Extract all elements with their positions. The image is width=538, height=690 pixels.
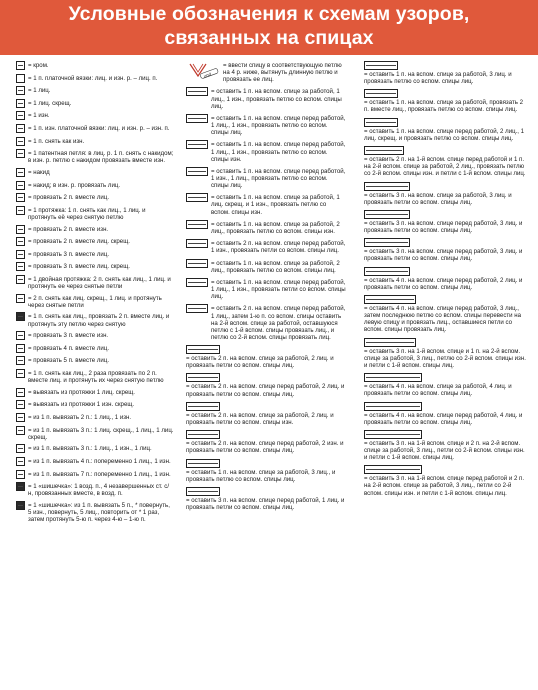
legend-item xyxy=(16,207,174,221)
legend-text: = провязать 2 п. вместе лиц. скрещ. xyxy=(28,238,130,246)
cable-symbol-icon xyxy=(186,373,220,382)
cable-symbol-icon xyxy=(186,167,208,176)
legend-item xyxy=(16,100,174,108)
legend-item xyxy=(16,194,174,202)
legend-text: = оставить 3 п. на вспом. спице перед работой, 1 лиц. и провязать петли со вспом. спицы лиц. xyxy=(186,496,345,512)
legend-text: = из 1 п. вывязать 2 п.: 1 лиц., 1 изн. xyxy=(28,413,132,421)
legend-text: = оставить 2 п. на вспом. спице за работой, 2 лиц. и провязать петли со вспом. спицы лиц. xyxy=(186,355,334,370)
knit-symbol-icon xyxy=(16,181,25,190)
legend-column-2 xyxy=(186,62,346,516)
legend-item xyxy=(364,339,529,369)
legend-item xyxy=(186,431,346,454)
legend-item xyxy=(16,182,174,190)
cable-symbol-icon xyxy=(364,238,410,247)
legend-text: = оставить 1 п. на вспом. спице за работой, провязать 2 п. вместе лиц., провязать петлю со вспом. спицы лиц. xyxy=(364,99,523,114)
legend-text: = оставить 3 п. на вспом. спице за работой, 3 лиц. и провязать петли со вспом. спицы лиц. xyxy=(364,191,512,206)
legend-item xyxy=(16,238,174,246)
legend-text: = оставить 4 п. на вспом. спице перед работой, 3 лиц., затем последнюю петлю со вспом. спицы перевести на левую спицу и провязать лиц., оставшиеся петли со вспом. спицы провязать лиц. xyxy=(364,305,522,334)
legend-text: = оставить 2 п. на вспом. спице перед работой, 2 лиц. и провязать петли со вспом. спицы лиц. xyxy=(186,383,345,398)
legend-item xyxy=(16,401,174,409)
legend-item xyxy=(186,240,346,254)
legend-item xyxy=(16,483,174,497)
legend-text: = кром. xyxy=(28,62,49,69)
legend-item xyxy=(186,194,346,215)
bobble-symbol-icon xyxy=(16,482,25,491)
knit-symbol-icon xyxy=(16,137,25,146)
legend-item xyxy=(16,370,174,384)
knit-symbol-icon xyxy=(16,369,25,378)
knit-symbol-icon xyxy=(16,426,25,435)
legend-item xyxy=(16,295,174,309)
legend-item xyxy=(364,296,529,333)
legend-text: = 1 «шишечка»: 1 возд. п., 4 незавершенных ст. с/н, провязанных вместе, в возд. п. xyxy=(28,483,170,498)
cable-symbol-icon xyxy=(364,210,410,219)
legend-text: = оставить 1 п. на вспом. спице за работой, 3 лиц. и провязать петлю со вспом. спицы лиц. xyxy=(364,71,512,86)
legend-text: = оставить 1 п. на вспом. спице перед работой, 1 лиц., 1 изн., провязать петли со вспом. спицы лиц. xyxy=(211,278,346,301)
legend-text: = провязать 2 п. вместе лиц. xyxy=(28,194,110,202)
cable-symbol-icon xyxy=(186,459,220,468)
legend-item xyxy=(16,427,174,441)
legend-text: = оставить 4 п. на вспом. спице перед работой, 2 лиц. и провязать петли со вспом. спицы лиц. xyxy=(364,276,523,291)
legend-item xyxy=(16,226,174,234)
legend-item xyxy=(364,431,529,461)
legend-item xyxy=(16,75,174,83)
legend-text: = из 1 п. вывязать 7 п.: попеременно 1 лиц., 1 изн. xyxy=(28,470,171,478)
legend-text: = оставить 2 п. на 1-й вспом. спице перед работой и 1 п. на 2-й вспом. спице за работой, 2 лиц., провязать петлю со 2-й вспом. спицы изн. и петли с 1-й вспом. спицы лиц. xyxy=(364,156,526,178)
legend-text: = 1 протяжка: 1 п. снять как лиц., 1 лиц. и протянуть её через снятую петлю xyxy=(28,206,146,221)
legend-text: = 1 патентная петля: в лиц. р. 1 п. снять с накидом; в изн. р. петлю с накидом провязать вместе изн. xyxy=(28,150,174,165)
legend-item xyxy=(364,466,529,496)
cable-symbol-icon xyxy=(186,239,208,248)
legend-text: = оставить 4 п. на вспом. спице за работой, 4 лиц. и провязать петли со вспом. спицы лиц. xyxy=(364,383,512,398)
knit-symbol-icon xyxy=(16,61,25,70)
legend-text: = провязать 3 п. вместе изн. xyxy=(28,332,109,340)
legend-text: = оставить 2 п. на вспом. спице перед работой, 1 лиц., затем 1-ю п. со вспом. спицы оставить на 2-й вспом. спице за работой, оставшуюся петлю с 1-й вспом. спицы провязать лиц., и петлю со 2-й вспом. спицы провязать лиц. xyxy=(211,305,346,341)
legend-text: = 1 п. снять как лиц., провязать 2 п. вместе лиц. и протянуть эту петлю через снятую xyxy=(28,313,170,328)
cable-symbol-icon xyxy=(186,345,220,354)
knit-symbol-icon xyxy=(16,457,25,466)
legend-text: = оставить 4 п. на вспом. спице перед работой, 4 лиц. и провязать петли со вспом. спицы лиц. xyxy=(364,411,523,426)
legend-text: = оставить 1 п. на вспом. спице перед работой, 1 лиц., 1 изн., провязать петлю со вспом. спицы изн. xyxy=(211,141,346,163)
legend-item xyxy=(16,150,174,164)
knit-symbol-icon xyxy=(16,356,25,365)
page-title-line-1: Условные обозначения к схемам узоров, xyxy=(68,3,470,25)
cable-symbol-icon xyxy=(364,146,404,155)
legend-text: = провязать 3 п. вместе лиц. xyxy=(28,250,110,258)
cable-symbol-icon xyxy=(364,338,416,347)
cable-symbol-icon xyxy=(186,259,208,268)
legend-item xyxy=(186,305,346,340)
cable-symbol-icon xyxy=(186,487,220,496)
knit-symbol-icon xyxy=(16,413,25,422)
legend-text: = провязать 4 п. вместе лиц. xyxy=(28,344,110,352)
cable-symbol-icon xyxy=(364,430,422,439)
legend-item xyxy=(16,138,174,146)
legend-text: = накид; в изн. р. провязать лиц. xyxy=(28,181,121,189)
cable-symbol-icon xyxy=(364,465,422,474)
legend-column-3 xyxy=(364,62,529,502)
legend-item xyxy=(186,168,346,189)
knit-symbol-icon xyxy=(16,400,25,409)
knit-symbol-icon xyxy=(16,312,25,321)
legend-item xyxy=(186,260,346,274)
legend-text: = провязать 5 п. вместе лиц. xyxy=(28,357,110,365)
legend-text: = из 1 п. вывязать 3 п.: 1 лиц., 1 изн., 1 лиц. xyxy=(28,445,152,453)
cable-symbol-icon xyxy=(364,402,422,411)
knit-symbol-icon xyxy=(16,294,25,303)
legend-column-1 xyxy=(16,62,174,528)
legend-item xyxy=(16,345,174,353)
knit-symbol-icon xyxy=(16,193,25,202)
legend-item xyxy=(16,445,174,453)
knit-symbol-icon xyxy=(16,388,25,397)
legend-item xyxy=(16,276,174,290)
knit-symbol-icon xyxy=(16,149,25,158)
cable-symbol-icon xyxy=(186,87,208,96)
knit-symbol-icon xyxy=(16,237,25,246)
legend-text: = провязать 2 п. вместе изн. xyxy=(28,225,109,233)
legend-text: = оставить 3 п. на вспом. спице перед работой, 3 лиц. и провязать петли со вспом. спицы лиц. xyxy=(364,248,523,263)
legend-item xyxy=(186,403,346,426)
legend-item xyxy=(364,268,529,291)
legend-text: = 1 лиц. скрещ. xyxy=(28,99,72,107)
legend-item xyxy=(364,374,529,397)
legend-item xyxy=(186,115,346,136)
legend-text: = оставить 1 п. на вспом. спице перед работой, 2 лиц., 1 лиц. скрещ. и провязать петлю со вспом. спицы лиц. xyxy=(364,127,525,142)
knit-symbol-icon xyxy=(16,111,25,120)
legend-item xyxy=(186,460,346,483)
legend-item xyxy=(16,62,174,70)
legend-item xyxy=(186,221,346,235)
cable-symbol-icon xyxy=(364,295,416,304)
legend-item xyxy=(16,471,174,479)
cable-symbol-icon xyxy=(186,193,208,202)
cable-symbol-icon xyxy=(186,140,208,149)
cable-symbol-icon xyxy=(186,114,208,123)
cable-symbol-icon xyxy=(364,61,398,70)
legend-item xyxy=(16,357,174,365)
legend-text: = оставить 2 п. на вспом. спице за работой, 2 лиц. и провязать петли со вспом. спицы изн. xyxy=(186,411,334,426)
legend-text: = 1 двойная протяжка: 2 п. снять как лиц., 1 лиц. и протянуть ее через снятые петли xyxy=(28,275,171,290)
legend-text: = оставить 1 п. на вспом. спице за работой, 3 лиц., и провязать петлю со вспом. спицы лиц. xyxy=(186,468,336,483)
legend-item xyxy=(186,279,346,300)
legend-item xyxy=(16,263,174,271)
legend-text: = 1 п. снять как изн. xyxy=(28,137,85,145)
legend-item xyxy=(16,169,174,177)
legend-item xyxy=(364,403,529,426)
legend-item xyxy=(186,141,346,162)
cable-symbol-icon xyxy=(186,304,208,313)
cable-symbol-icon xyxy=(364,373,422,382)
cable-symbol-icon xyxy=(186,220,208,229)
legend-item xyxy=(186,346,346,369)
legend-text: = оставить 1 п. на вспом. спице перед работой, 1 лиц., 1 изн., провязать петлю со вспом. спицы лиц. xyxy=(211,114,346,137)
legend-text: = оставить 3 п. на 1-й вспом. спице перед работой и 2 п. на 2-й вспом. спице за работой, 3 лиц., петли со 2-й вспом. спицы изн. и петли с 1-й вспом. спицы лиц. xyxy=(364,475,525,497)
legend-text: = ввести спицу в соответствующую петлю на 4 р. ниже, вытянуть длинную петлю и провязать ее лиц. xyxy=(223,62,342,84)
cable-symbol-icon xyxy=(364,267,410,276)
cable-symbol-icon xyxy=(186,402,220,411)
legend-text: = оставить 3 п. на 1-й вспом. спице и 2 п. на 2-й вспом. спице за работой, 3 лиц., петли со 2-й вспом. спицы изн. и петли с 1-й вспом. спицы лиц. xyxy=(364,439,525,462)
cable-symbol-icon xyxy=(364,118,398,127)
knit-symbol-icon xyxy=(16,99,25,108)
knit-symbol-icon xyxy=(16,262,25,271)
legend-item xyxy=(364,119,529,142)
legend-text: = 1 п. снять как лиц., 2 раза провязать по 2 п. вместе лиц. и протянуть их через снятую петлю xyxy=(28,370,164,385)
legend-text: = 1 п. изн. платочной вязки: лиц. и изн. р. – изн. п. xyxy=(28,124,170,132)
legend-item xyxy=(16,502,174,523)
knit-symbol-icon xyxy=(16,331,25,340)
legend-item xyxy=(186,88,346,109)
legend-text: = оставить 1 п. на вспом. спице за работой, 1 лиц. скрещ. и 1 изн., провязать петлю со вспом. спицы изн. xyxy=(211,194,340,216)
legend-text: = оставить 1 п. на вспом. спице перед работой, 1 изн., 1 лиц., провязать петлю со вспом. спицы лиц. xyxy=(211,167,346,190)
cable-symbol-icon xyxy=(364,182,410,191)
cable-symbol-icon xyxy=(186,430,220,439)
legend-item xyxy=(186,62,346,83)
legend-item xyxy=(364,62,529,85)
bobble-symbol-icon xyxy=(16,501,25,510)
legend-text: = оставить 2 п. на вспом. спице перед работой, 1 изн., провязать петли со вспом. спицы лиц. xyxy=(211,240,346,255)
legend-text: = оставить 1 п. на вспом. спице за работой, 2 лиц., провязать петлю со вспом. спицы изн. xyxy=(211,220,340,235)
legend-item xyxy=(16,332,174,340)
svg-text:und: und xyxy=(203,71,212,79)
legend-text: = оставить 1 п. на вспом. спице за работой, 2 лиц., провязать петлю со вспом. спицы лиц. xyxy=(211,259,340,274)
knit-symbol-icon xyxy=(16,86,25,95)
legend-item xyxy=(364,147,529,177)
legend-text: = оставить 1 п. на вспом. спице за работой, 1 лиц., 1 изн., провязать петлю со вспом. спицы лиц. xyxy=(211,88,342,110)
legend-text: = 1 лиц. xyxy=(28,87,51,95)
legend-item xyxy=(16,87,174,95)
cable-symbol-icon xyxy=(186,278,208,287)
legend-text: = 2 п. снять как лиц. скрещ., 1 лиц. и протянуть через снятые петли xyxy=(28,294,162,309)
legend-text: = 1 п. платочной вязки: лиц. и изн. р. – лиц. п. xyxy=(28,74,158,82)
knit-symbol-icon xyxy=(16,444,25,453)
legend-item xyxy=(364,239,529,262)
knitting-needle-icon xyxy=(186,62,220,82)
legend-item xyxy=(16,251,174,259)
legend-item xyxy=(364,211,529,234)
legend-item xyxy=(16,389,174,397)
knit-symbol-icon xyxy=(16,168,25,177)
knit-symbol-icon xyxy=(16,124,25,133)
legend-text: = оставить 2 п. на вспом. спице перед работой, 2 изн. и провязать петли со вспом. спицы лиц. xyxy=(186,440,344,455)
knit-symbol-icon xyxy=(16,206,25,215)
legend-item xyxy=(186,374,346,397)
legend-item xyxy=(16,414,174,422)
legend-text: = вывязать из протяжки 1 изн. скрещ. xyxy=(28,401,135,409)
legend-item xyxy=(16,125,174,133)
legend-item xyxy=(16,458,174,466)
legend-item xyxy=(186,488,346,511)
legend-text: = провязать 3 п. вместе лиц. скрещ. xyxy=(28,263,130,271)
page-header xyxy=(0,0,538,55)
legend-item xyxy=(16,112,174,120)
knit-symbol-icon xyxy=(16,250,25,259)
page-title-line-2: связанных на спицах xyxy=(164,27,374,49)
knit-symbol-icon xyxy=(16,275,25,284)
knit-symbol-icon xyxy=(16,344,25,353)
legend-text: = накид xyxy=(28,168,50,176)
legend-text: = 1 «шишечка»: из 1 п. вывязать 5 п., * повернуть, 5 изн., повернуть, 5 лиц., повторить от * 1 раз, затем протянуть 5-ю п. через 4-ю – 1-ю п. xyxy=(28,501,170,524)
knit-symbol-icon xyxy=(16,74,25,83)
legend-text: = 1 изн. xyxy=(28,112,50,120)
knit-symbol-icon xyxy=(16,225,25,234)
legend-text: = оставить 3 п. на 1-й вспом. спице и 1 п. на 2-й вспом. спице за работой, 3 лиц., петлю со 2-й вспом. спицы изн. и петли с 1-й вспом. спицы лиц. xyxy=(364,347,526,369)
legend-item xyxy=(364,90,529,113)
legend-text: = оставить 3 п. на вспом. спице перед работой, 3 лиц. и провязать петли со вспом. спицы лиц. xyxy=(364,219,523,235)
legend-text: = из 1 п. вывязать 3 п.: 1 лиц. скрещ., 1 лиц., 1 лиц. скрещ. xyxy=(28,426,174,441)
legend-item xyxy=(364,183,529,206)
knit-symbol-icon xyxy=(16,470,25,479)
legend-text: = из 1 п. вывязать 4 п.: попеременно 1 лиц., 1 изн. xyxy=(28,457,171,465)
legend-text: = вывязать из протяжки 1 лиц. скрещ. xyxy=(28,388,135,396)
cable-symbol-icon xyxy=(364,89,398,98)
legend-item xyxy=(16,313,174,327)
